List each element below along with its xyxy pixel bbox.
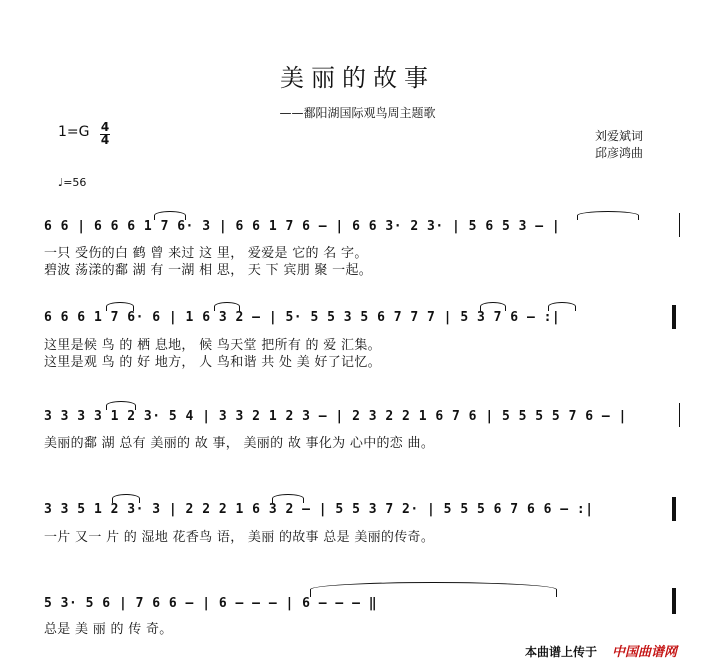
lyrics-row-2-verse-2: 这里是观 鸟 的 好 地方， 人 鸟和谐 共 处 美 好了记忆。	[44, 355, 381, 370]
lyrics-row-1-verse-2: 碧波 荡漾的鄱 湖 有 一湖 相 思， 天 下 宾朋 聚 一起。	[44, 263, 373, 278]
song-subtitle: ——鄱阳湖国际观鸟周主题歌	[279, 106, 436, 120]
lyrics-row-2-verse-1: 这里是候 鸟 的 栖 息地， 候 鸟天堂 把所有 的 爱 汇集。	[44, 338, 381, 353]
barline	[679, 403, 680, 427]
slur-mark	[154, 211, 186, 220]
site-logo[interactable]: 中国曲谱网	[612, 645, 678, 660]
final-barline	[672, 588, 676, 614]
tempo-marking: ♩=56	[58, 176, 87, 189]
barline	[679, 213, 680, 237]
composer-credit: 邱彦鸿曲	[595, 146, 644, 160]
slur-mark	[214, 302, 240, 311]
lyrics-row-4: 一片 又一 片 的 湿地 花香鸟 语， 美丽 的故事 总是 美丽的传奇。	[44, 530, 435, 545]
slur-mark	[548, 302, 576, 311]
slur-mark	[480, 302, 506, 311]
key-signature: 1=G	[58, 124, 90, 140]
slur-mark	[106, 401, 136, 410]
lyricist-credit: 刘爱斌词	[595, 129, 644, 143]
time-signature	[100, 122, 110, 146]
repeat-barline	[672, 305, 676, 329]
time-sig-top: 4	[100, 120, 110, 134]
repeat-barline	[672, 497, 676, 521]
slur-mark	[112, 494, 140, 503]
song-title: 美丽的故事	[280, 64, 435, 92]
notation-row-4: 3 3 5 1 2 3· 3 | 2 2 2 1 6 3 2 – | 5 5 3 7 2· | 5 5 5 6 7 6 6 – :|	[44, 502, 594, 517]
lyrics-row-3: 美丽的鄱 湖 总有 美丽的 故 事， 美丽的 故 事化为 心中的恋 曲。	[44, 436, 435, 451]
notation-row-2: 6 6 6 1 7 6· 6 | 1 6 3 2 – | 5· 5 5 3 5 6 7 7 7 | 5 3 7 6 – :|	[44, 310, 561, 325]
notation-row-5: 5 3· 5 6 | 7 6 6 – | 6 – – – | 6 – – – ‖	[44, 596, 378, 611]
slur-mark	[577, 211, 639, 220]
upload-note: 本曲谱上传于	[525, 645, 598, 659]
slur-mark	[106, 302, 134, 311]
notation-row-3: 3 3 3 3 1 2 3· 5 4 | 3 3 2 1 2 3 – | 2 3 2 2 1 6 7 6 | 5 5 5 5 7 6 – |	[44, 409, 627, 424]
slur-mark	[272, 494, 304, 503]
time-sig-bottom: 4	[100, 133, 110, 147]
notation-row-1: 6 6 | 6 6 6 1 7 6· 3 | 6 6 1 7 6 – | 6 6 3· 2 3· | 5 6 5 3 – |	[44, 219, 561, 234]
lyrics-row-5: 总是 美 丽 的 传 奇。	[44, 622, 173, 637]
lyrics-row-1-verse-1: 一只 受伤的白 鹤 曾 来过 这 里， 爱爱是 它的 名 字。	[44, 246, 368, 261]
slur-mark	[310, 582, 557, 597]
